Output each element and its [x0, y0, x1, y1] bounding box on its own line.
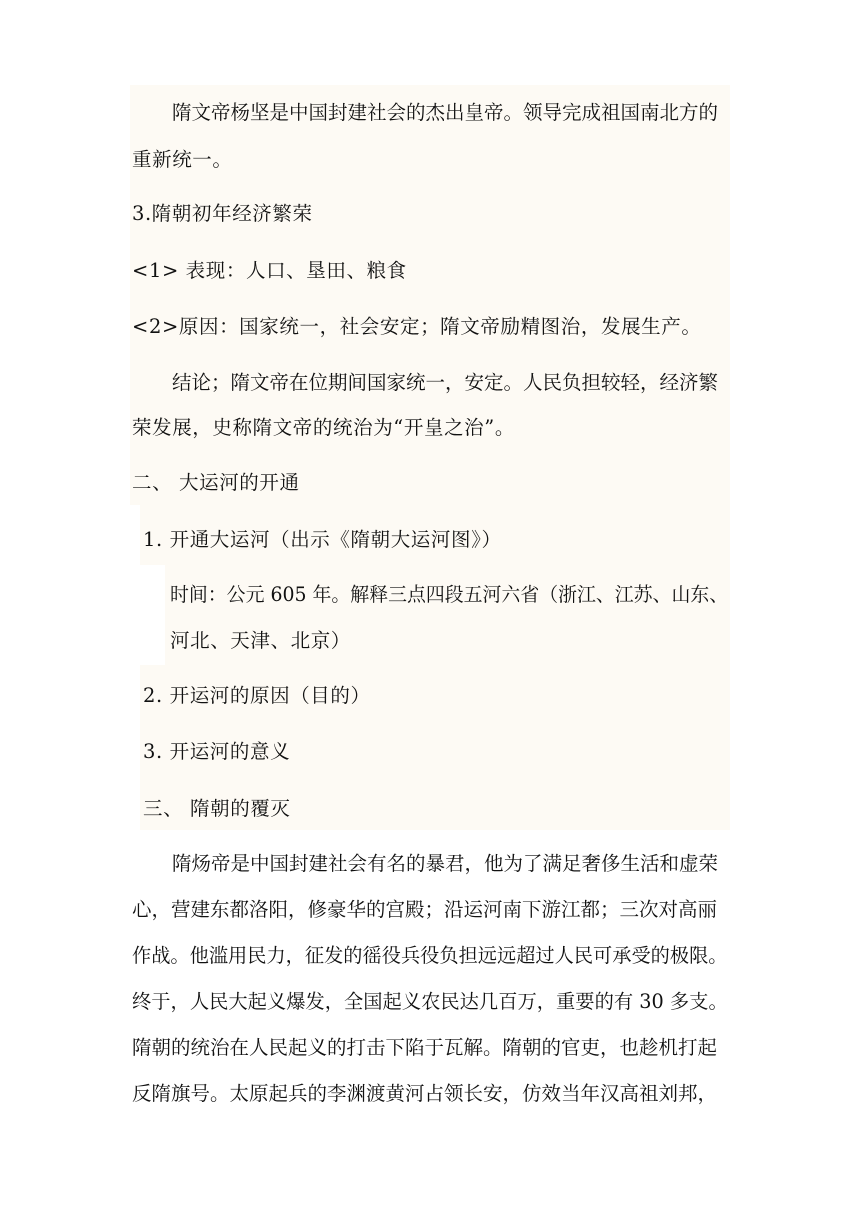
paragraph-line: 时间：公元 605 年。解释三点四段五河六省（浙江、江苏、山东、 [170, 583, 729, 606]
paragraph-line: 结论；隋文帝在位期间国家统一，安定。人民负担较轻，经济繁 [172, 371, 719, 394]
section-heading: 二、 大运河的开通 [132, 471, 300, 494]
paragraph-line: 作战。他滥用民力，征发的徭役兵役负担远远超过人民可承受的极限。 [132, 944, 728, 967]
paragraph-line: 重新统一。 [132, 148, 233, 171]
paragraph-line: 隋文帝杨坚是中国封建社会的杰出皇帝。领导完成祖国南北方的 [172, 101, 719, 124]
list-item: <2>原因：国家统一，社会安定；隋文帝励精图治，发展生产。 [132, 315, 702, 338]
paragraph-line: 心，营建东都洛阳，修豪华的宫殿；沿运河南下游江都；三次对高丽 [132, 898, 718, 921]
paragraph-line: 荣发展，史称隋文帝的统治为“开皇之治”。 [132, 416, 515, 439]
paragraph-line: 反隋旗号。太原起兵的李渊渡黄河占领长安，仿效当年汉高祖刘邦， [132, 1082, 718, 1105]
list-item: <1> 表现：人口、垦田、粮食 [132, 259, 407, 282]
list-item: 3. 开运河的意义 [143, 740, 291, 763]
list-item: 1. 开通大运河（出示《隋朝大运河图》） [143, 528, 502, 551]
list-item: 2. 开运河的原因（目的） [143, 684, 371, 707]
section-heading: 3.隋朝初年经济繁荣 [132, 202, 313, 225]
paragraph-line: 终于，人民大起义爆发，全国起义农民达几百万，重要的有 30 多支。 [132, 990, 728, 1013]
paragraph-line: 隋炀帝是中国封建社会有名的暴君，他为了满足奢侈生活和虚荣 [172, 852, 719, 875]
section-heading: 三、 隋朝的覆灭 [143, 797, 291, 820]
paragraph-line: 河北、天津、北京） [170, 629, 351, 652]
paragraph-line: 隋朝的统治在人民起义的打击下陷于瓦解。隋朝的官吏，也趁机打起 [132, 1036, 718, 1059]
